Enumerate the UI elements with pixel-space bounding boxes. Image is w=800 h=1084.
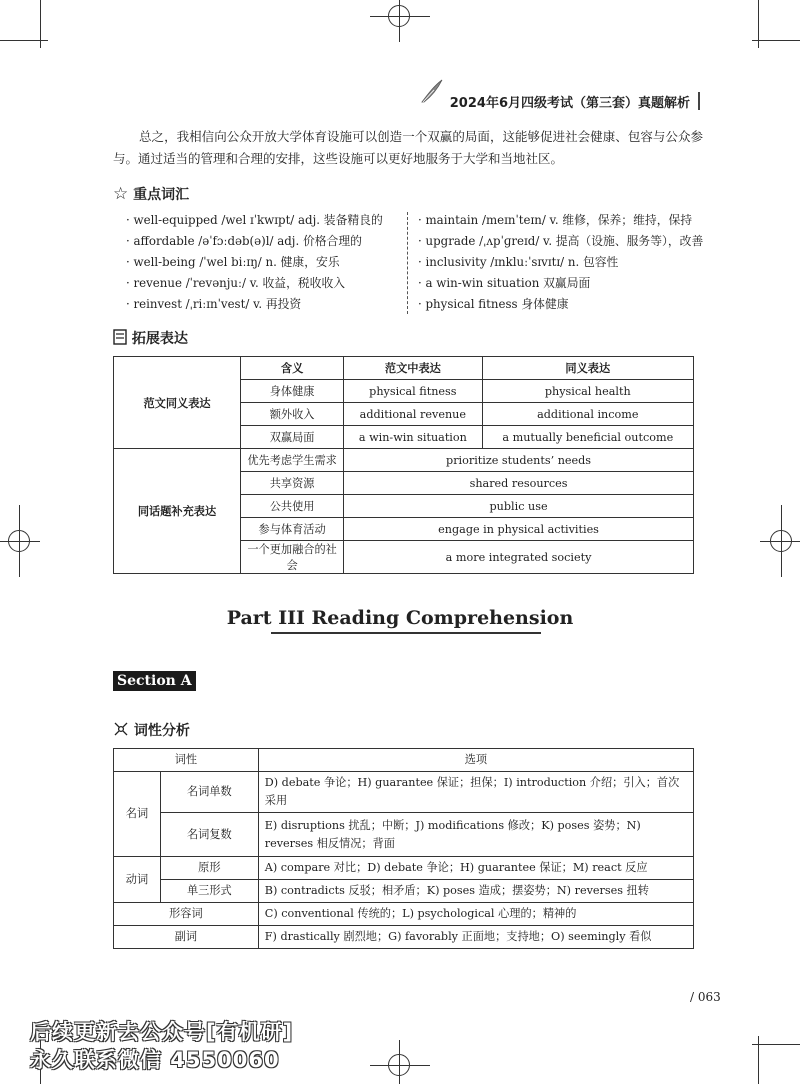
vocab-item: · reinvest /ˌriːɪnˈvest/ v. 再投资	[126, 294, 406, 315]
meaning-cell: 身体健康	[241, 380, 344, 403]
essay-expression-cell: additional revenue	[344, 403, 482, 426]
synonym-cell: additional income	[482, 403, 693, 426]
pos-subcategory: 名词单数	[160, 772, 258, 813]
column-header: 选项	[258, 749, 693, 772]
pos-category: 形容词	[114, 903, 259, 926]
expression-title: 拓展表达	[131, 331, 188, 347]
vocab-item: · upgrade /ˌʌpˈɡreɪd/ v. 提高（设施、服务等），改善	[418, 231, 708, 252]
pos-subcategory: 单三形式	[160, 880, 258, 903]
pos-category: 名词	[114, 772, 161, 857]
pos-options: D) debate 争论；H) guarantee 保证；担保；I) introduction 介绍；引入；首次采用	[258, 772, 693, 813]
quill-icon	[420, 78, 444, 104]
pos-options: B) contradicts 反驳；相矛盾；K) poses 造成；摆姿势；N) reverses 扭转	[258, 880, 693, 903]
essay-expression-cell: a win-win situation	[344, 426, 482, 449]
meaning-cell: 共享资源	[241, 472, 344, 495]
pos-subcategory: 原形	[160, 857, 258, 880]
vocab-heading	[113, 184, 189, 204]
watermark-line: 永久联系微信 4550060	[30, 1048, 280, 1072]
expression-cell: public use	[344, 495, 694, 518]
column-header: 词性	[114, 749, 259, 772]
expression-table	[113, 356, 694, 574]
header-divider	[698, 92, 700, 110]
star-icon: ☆	[113, 184, 129, 204]
vocab-list-right	[418, 210, 708, 315]
vocab-item: · inclusivity /ɪnkluːˈsɪvɪtɪ/ n. 包容性	[418, 252, 708, 273]
vocab-item: · a win-win situation 双赢局面	[418, 273, 708, 294]
pos-subcategory: 名词复数	[160, 813, 258, 857]
vocab-item: · well-being /ˈwel biːɪŋ/ n. 健康，安乐	[126, 252, 406, 273]
synonym-cell: a mutually beneficial outcome	[482, 426, 693, 449]
pos-options: C) conventional 传统的；L) psychological 心理的；精神的	[258, 903, 693, 926]
meaning-cell: 优先考虑学生需求	[241, 449, 344, 472]
expression-cell: prioritize students’ needs	[344, 449, 694, 472]
pos-options: F) drastically 剧烈地；G) favorably 正面地；支持地；O) seemingly 看似	[258, 926, 693, 949]
meaning-cell: 双赢局面	[241, 426, 344, 449]
group-label: 同话题补充表达	[114, 449, 241, 574]
vocab-item: · revenue /ˈrevənjuː/ v. 收益，税收收入	[126, 273, 406, 294]
essay-expression-cell: physical fitness	[344, 380, 482, 403]
running-header: 2024年6月四级考试（第三套）真题解析	[449, 96, 690, 111]
pos-category: 副词	[114, 926, 259, 949]
pos-options: E) disruptions 扰乱；中断；J) modifications 修改；K) poses 姿势；N) reverses 相反情况；背面	[258, 813, 693, 857]
vocab-item: · physical fitness 身体健康	[418, 294, 708, 315]
molecule-icon	[113, 721, 129, 737]
vocab-item: · well-equipped /wel ɪˈkwɪpt/ adj. 装备精良的	[126, 210, 406, 231]
synonym-cell: physical health	[482, 380, 693, 403]
column-header: 含义	[241, 357, 344, 380]
vocab-item: · maintain /meɪnˈteɪn/ v. 维修，保养；维持，保持	[418, 210, 708, 231]
pos-table	[113, 748, 694, 949]
expression-heading	[113, 328, 188, 348]
pos-title: 词性分析	[133, 723, 190, 739]
intro-paragraph: 总之，我相信向公众开放大学体育设施可以创造一个双赢的局面，这能够促进社会健康、包容与公众参与。通过适当的管理和合理的安排，这些设施可以更好地服务于大学和当地社区。	[113, 129, 703, 166]
pos-options: A) compare 对比；D) debate 争论；H) guarantee 保证；M) react 反应	[258, 857, 693, 880]
vocab-title: 重点词汇	[133, 187, 190, 203]
group-label: 范文同义表达	[114, 357, 241, 449]
part-title: Part III Reading Comprehension	[226, 607, 574, 629]
vocab-item: · affordable /əˈfɔːdəb(ə)l/ adj. 价格合理的	[126, 231, 406, 252]
part-title-underline	[271, 632, 541, 634]
meaning-cell: 额外收入	[241, 403, 344, 426]
page-number: / 063	[690, 990, 721, 1004]
pos-heading	[113, 720, 190, 740]
vocab-divider	[407, 212, 408, 314]
meaning-cell: 一个更加融合的社会	[241, 541, 344, 574]
meaning-cell: 公共使用	[241, 495, 344, 518]
watermark-line: 后续更新去公众号[有机研]	[30, 1020, 294, 1044]
meaning-cell: 参与体育活动	[241, 518, 344, 541]
column-header: 同义表达	[482, 357, 693, 380]
vocab-list-left	[126, 210, 406, 315]
expression-cell: a more integrated society	[344, 541, 694, 574]
expression-cell: engage in physical activities	[344, 518, 694, 541]
section-a-label: Section A	[113, 671, 196, 691]
expression-cell: shared resources	[344, 472, 694, 495]
column-header: 范文中表达	[344, 357, 482, 380]
notebook-icon	[113, 329, 127, 345]
pos-category: 动词	[114, 857, 161, 903]
